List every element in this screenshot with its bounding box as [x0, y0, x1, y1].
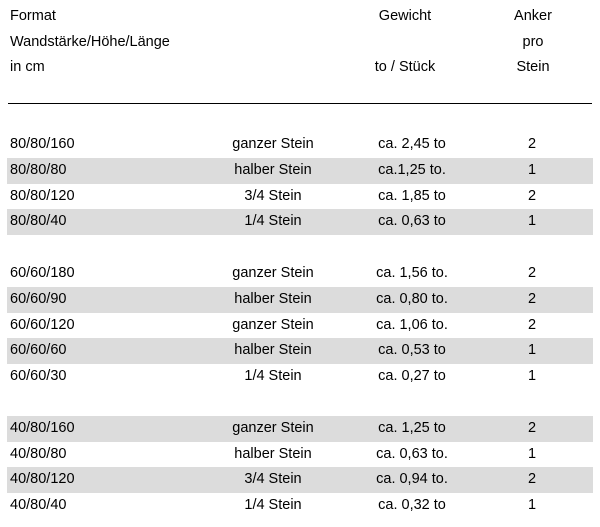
- cell-anker: 1: [527, 368, 537, 385]
- group-spacer: [7, 235, 593, 261]
- header-gewicht-line: [345, 30, 465, 56]
- cell-type: 3/4 Stein: [244, 471, 302, 488]
- cell-format: 60/60/120: [10, 316, 75, 333]
- header-format: [10, 4, 170, 81]
- table-row: [7, 132, 593, 158]
- cell-weight: ca. 1,85 to: [378, 187, 446, 204]
- cell-anker: 2: [527, 471, 537, 488]
- cell-format: 80/80/40: [10, 213, 67, 230]
- cell-format: 80/80/160: [10, 136, 75, 152]
- header-anker-line: pro: [522, 33, 544, 50]
- cell-weight: ca. 2,45 to: [378, 136, 446, 152]
- header-anker-line: Stein: [516, 59, 550, 75]
- cell-anker: 1: [527, 497, 537, 514]
- stone-table: [7, 132, 593, 519]
- cell-type: halber Stein: [234, 290, 312, 307]
- table-row: [7, 313, 593, 339]
- cell-type: ganzer Stein: [232, 136, 314, 152]
- cell-anker: 2: [527, 290, 537, 307]
- cell-weight: ca. 0,63 to: [378, 213, 446, 230]
- table-row: [7, 158, 593, 184]
- cell-format: 40/80/120: [10, 471, 75, 488]
- header-anker-line: Anker: [514, 8, 552, 24]
- cell-type: 1/4 Stein: [244, 497, 302, 514]
- cell-type: halber Stein: [234, 342, 312, 359]
- header-divider: [8, 103, 592, 104]
- header-format-line: in cm: [10, 59, 45, 75]
- cell-weight: ca. 1,06 to.: [376, 316, 448, 333]
- table-row: [7, 287, 593, 313]
- cell-weight: ca. 0,80 to.: [376, 290, 448, 307]
- table-row: [7, 261, 593, 287]
- table-row: [7, 364, 593, 390]
- table-row: [7, 467, 593, 493]
- table-row: [7, 442, 593, 468]
- cell-weight: ca. 0,27 to: [378, 368, 446, 385]
- cell-weight: ca. 1,25 to: [378, 419, 446, 436]
- table-row: [7, 338, 593, 364]
- cell-type: 3/4 Stein: [244, 187, 302, 204]
- header-format-line: Wandstärke/Höhe/Länge: [10, 33, 170, 50]
- cell-weight: ca. 0,63 to.: [376, 445, 448, 462]
- cell-type: 1/4 Stein: [244, 368, 302, 385]
- cell-type: ganzer Stein: [232, 264, 314, 281]
- header-format-line: Format: [10, 8, 56, 24]
- header-gewicht-line: to / Stück: [374, 59, 436, 75]
- cell-format: 80/80/120: [10, 187, 75, 204]
- cell-format: 80/80/80: [10, 161, 67, 178]
- cell-weight: ca. 0,94 to.: [376, 471, 448, 488]
- cell-weight: ca. 1,56 to.: [376, 264, 448, 281]
- cell-anker: 2: [527, 187, 537, 204]
- cell-format: 40/80/80: [10, 445, 67, 462]
- cell-type: halber Stein: [234, 161, 312, 178]
- cell-type: ganzer Stein: [232, 419, 314, 436]
- cell-weight: ca. 0,53 to: [378, 342, 446, 359]
- header-anker: [478, 4, 588, 81]
- cell-anker: 1: [527, 342, 537, 359]
- header-gewicht: [345, 4, 465, 81]
- cell-format: 60/60/30: [10, 368, 67, 385]
- group-spacer: [7, 390, 593, 416]
- table-header: [0, 0, 600, 96]
- cell-weight: ca. 0,32 to: [378, 497, 446, 514]
- table-row: [7, 493, 593, 519]
- cell-anker: 2: [527, 136, 537, 152]
- cell-type: ganzer Stein: [232, 316, 314, 333]
- table-row: [7, 416, 593, 442]
- cell-anker: 1: [527, 161, 537, 178]
- cell-anker: 1: [527, 445, 537, 462]
- cell-anker: 2: [527, 419, 537, 436]
- cell-format: 40/80/160: [10, 419, 75, 436]
- cell-type: 1/4 Stein: [244, 213, 302, 230]
- header-gewicht-line: Gewicht: [378, 8, 432, 24]
- cell-format: 60/60/180: [10, 264, 75, 281]
- table-row: [7, 184, 593, 210]
- cell-anker: 1: [527, 213, 537, 230]
- cell-anker: 2: [527, 316, 537, 333]
- cell-format: 40/80/40: [10, 497, 67, 514]
- cell-format: 60/60/90: [10, 290, 67, 307]
- table-row: [7, 209, 593, 235]
- cell-format: 60/60/60: [10, 342, 67, 359]
- cell-anker: 2: [527, 264, 537, 281]
- cell-type: halber Stein: [234, 445, 312, 462]
- cell-weight: ca.1,25 to.: [378, 161, 446, 178]
